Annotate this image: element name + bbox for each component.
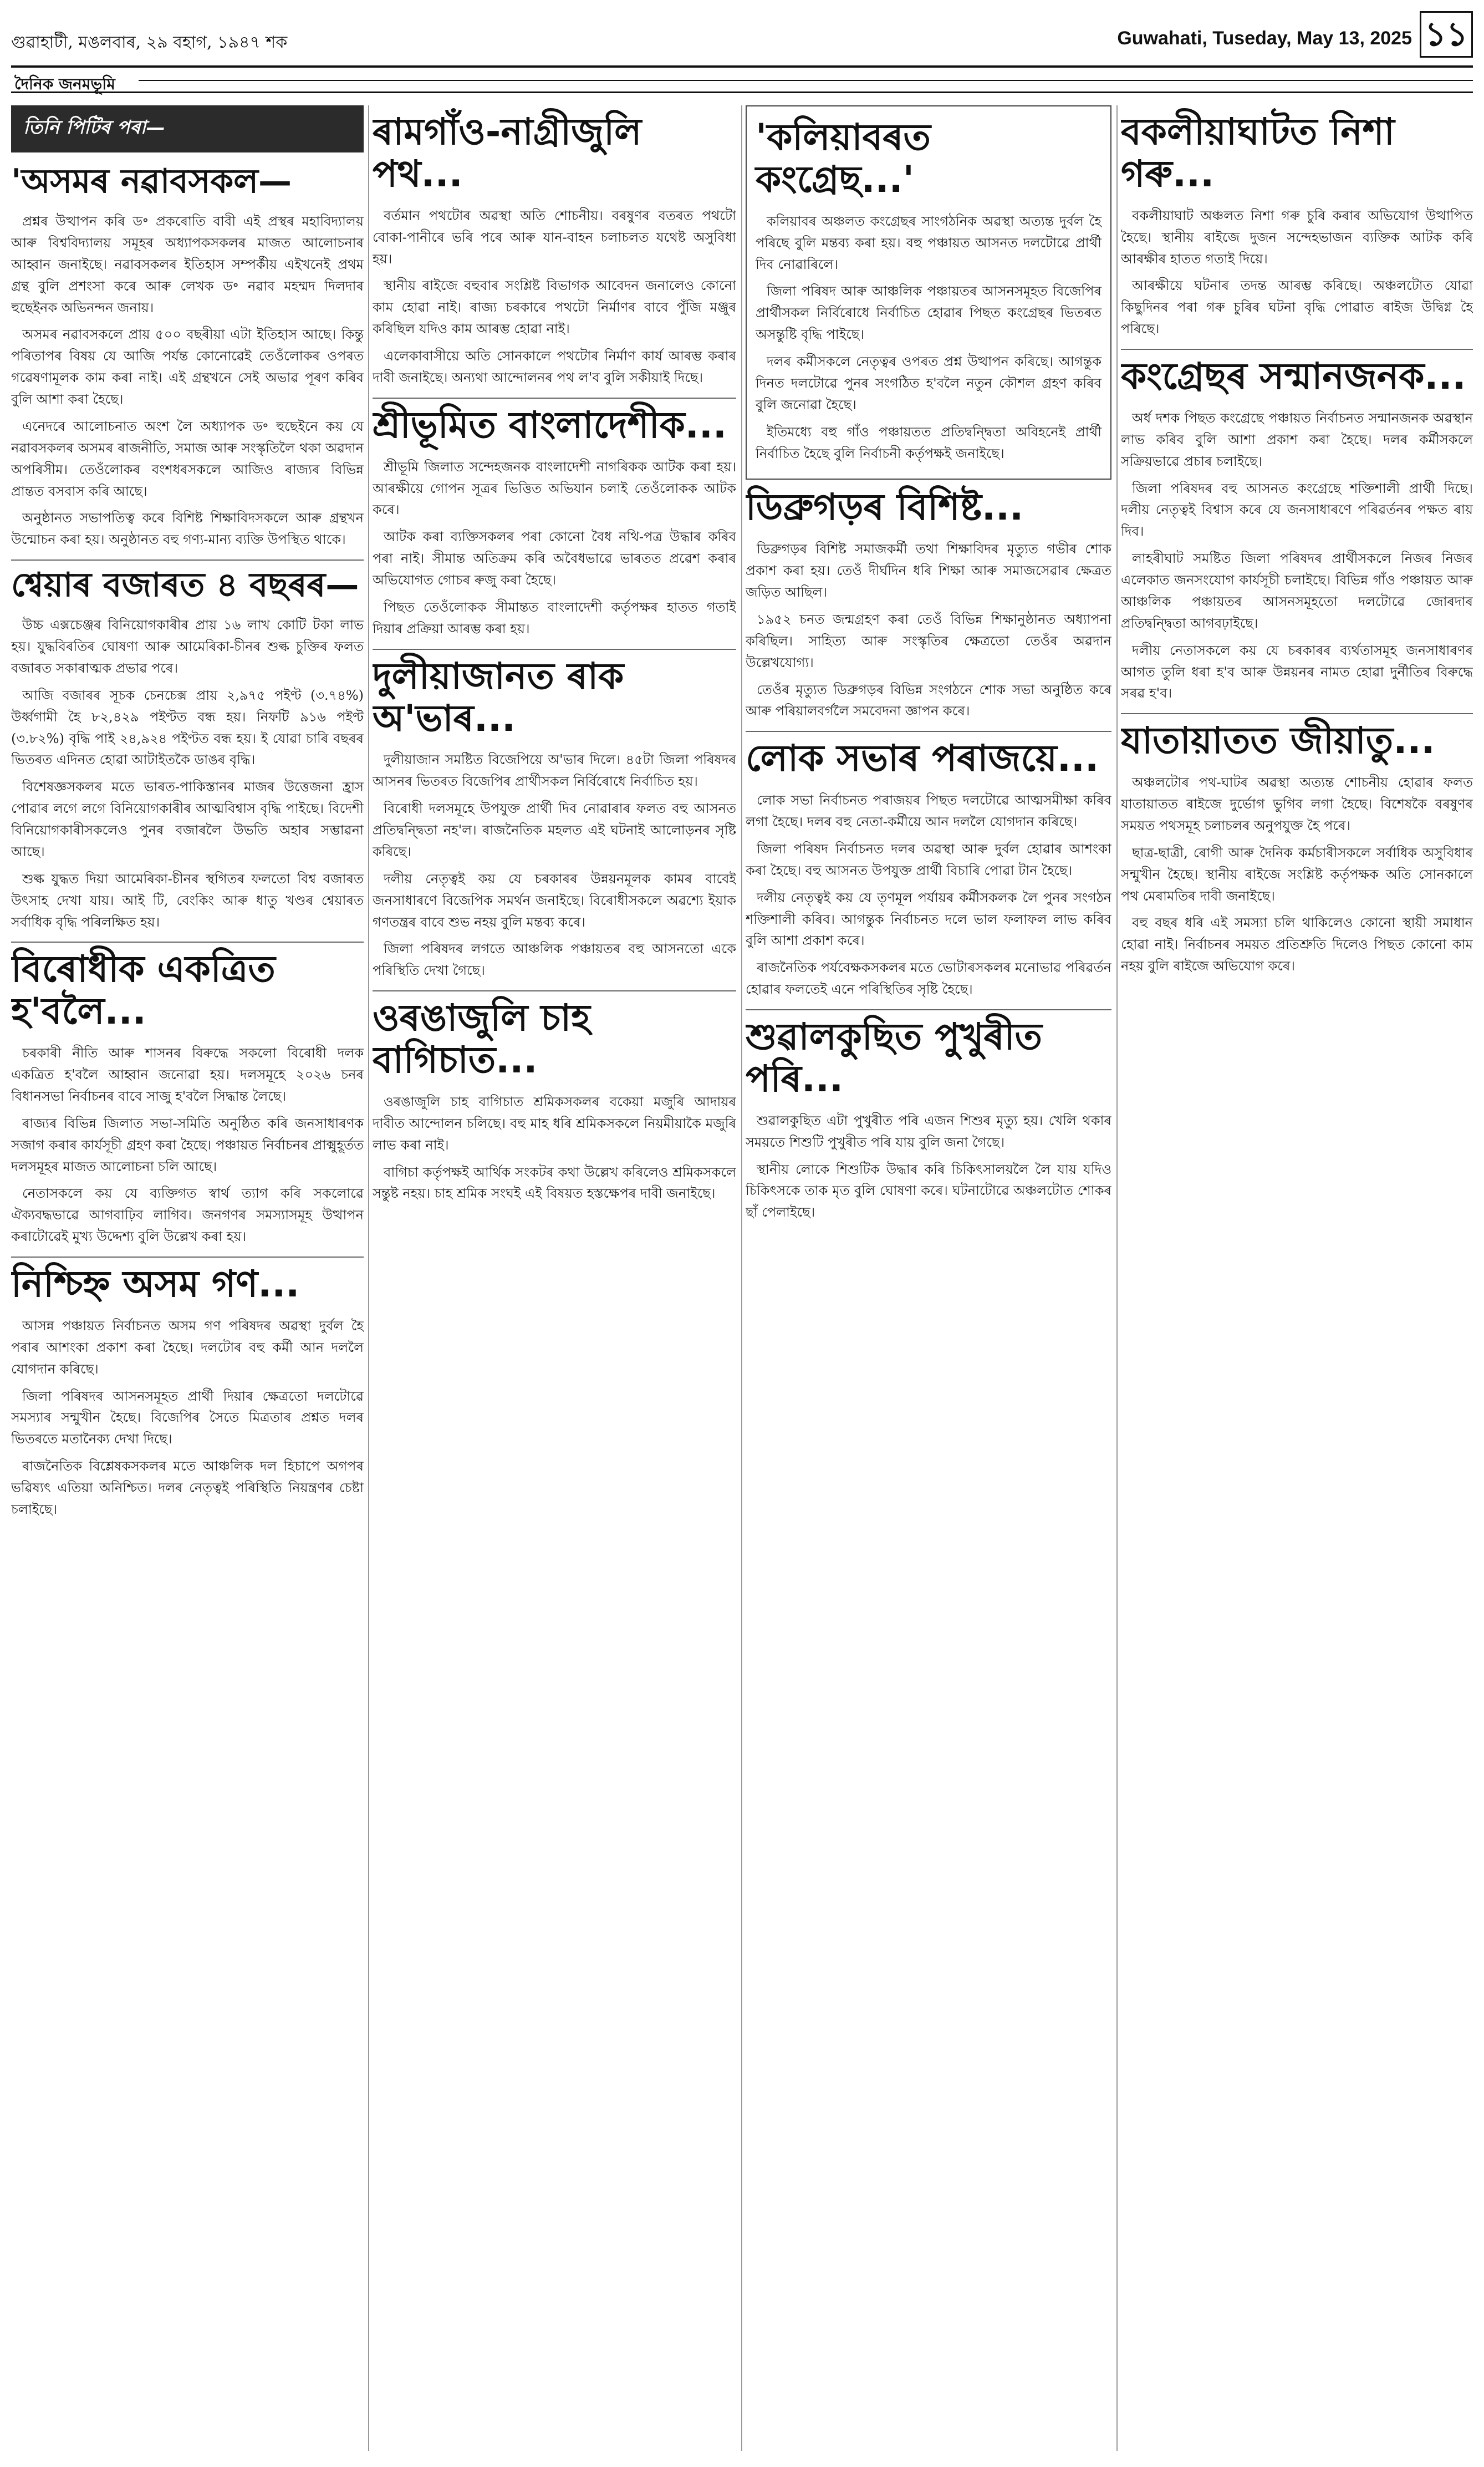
divider xyxy=(11,559,364,561)
article-body xyxy=(756,211,1101,465)
article-body xyxy=(1121,205,1473,340)
paragraph: ইতিমধ্যে বহু গাঁও পঞ্চায়তত প্ৰতিদ্বন্দ্বিতা অবিহনেই প্ৰাৰ্থী নিৰ্বাচিত হৈছে বুলি নিৰ্বাচনী কৰ্তৃপক্ষই জনাইছে। xyxy=(756,424,1101,461)
article-body xyxy=(1121,772,1473,977)
paragraph: আজি বজাৰৰ সূচক চেনচেক্স প্ৰায় ২,৯৭৫ পইণ্ট (৩.৭৪%) উৰ্ধ্বগামী হৈ ৮২,৪২৯ পইণ্টত বন্ধ হয়। নিফটি ৯১৬ পইণ্ট (৩.৮২%) বৃদ্ধি পাই ২৪,৯২৪ পইণ্টত বন্ধ হয়। ই যোৱা চাৰি বছৰৰ ভিতৰত এদিনত হোৱা আটাইতকৈ ডাঙৰ বৃদ্ধি। xyxy=(11,687,364,768)
divider xyxy=(11,1257,364,1258)
article-body xyxy=(746,1110,1111,1223)
boxed-article xyxy=(746,105,1111,480)
date-english: Guwahati, Tuseday, May 13, 2025 xyxy=(1117,28,1412,49)
paragraph: অসমৰ নৱাবসকলে প্ৰায় ৫০০ বছৰীয়া এটা ইতিহাস আছে। কিন্তু পৰিতাপৰ বিষয় যে আজি পৰ্যন্ত কোনোৱেই তেওঁলোকৰ ওপৰত গৱেষণামূলক কাম কৰা নাই। এই গ্ৰন্থখনে সেই অভাৱ পূৰণ কৰিব বুলি আশা কৰা হৈছে। xyxy=(11,327,364,407)
paragraph: অনুষ্ঠানত সভাপতিত্ব কৰে বিশিষ্ট শিক্ষাবিদসকলে আৰু গ্ৰন্থখন উন্মোচন কৰা হয়। অনুষ্ঠানত বহু গণ্য-মান্য ব্যক্তি উপস্থিত থাকে। xyxy=(11,510,364,548)
paragraph: এলেকাবাসীয়ে অতি সোনকালে পথটোৰ নিৰ্মাণ কাৰ্য আৰম্ভ কৰাৰ দাবী জনাইছে। অন্যথা আন্দোলনৰ পথ ল'ব বুলি সকীয়াই দিছে। xyxy=(373,348,736,385)
paragraph: ১৯৫২ চনত জন্মগ্ৰহণ কৰা তেওঁ বিভিন্ন শিক্ষানুষ্ঠানত অধ্যাপনা কৰিছিল। সাহিত্য আৰু সংস্কৃতিৰ ক্ষেত্ৰতো তেওঁৰ অৱদান উল্লেখযোগ্য। xyxy=(746,611,1111,670)
paragraph: বাগিচা কৰ্তৃপক্ষই আৰ্থিক সংকটৰ কথা উল্লেখ কৰিলেও শ্ৰমিকসকলে সন্তুষ্ট নহয়। চাহ শ্ৰমিক সংঘই এই বিষয়ত হস্তক্ষেপৰ দাবী জনাইছে। xyxy=(373,1164,736,1202)
divider xyxy=(373,990,736,991)
headline-cattle: বকলীয়াঘাটত নিশা গৰু... xyxy=(1121,110,1395,195)
paragraph: লাহৰীঘাট সমষ্টিত জিলা পৰিষদৰ প্ৰাৰ্থীসকলে নিজৰ নিজৰ এলেকাত জনসংযোগ কাৰ্যসূচী চলাইছে। বিভিন্ন গাঁও পঞ্চায়ত আৰু আঞ্চলিক পঞ্চায়তৰ আসনসমূহতো দলটোৱে জোৰদাৰ প্ৰতিদ্বন্দ্বিতা আগবঢ়াইছে। xyxy=(1121,551,1473,631)
article-body xyxy=(373,1091,736,1204)
headline-lok-sabha: লোক সভাৰ পৰাজয়ে... xyxy=(746,737,1099,780)
masthead-rule xyxy=(11,65,1473,93)
headline-dibrugarh: ডিব্ৰুগড়ৰ বিশিষ্ট... xyxy=(746,486,1024,529)
article-body xyxy=(11,1315,364,1520)
paragraph: দলীয় নেতৃত্বই কয় যে তৃণমূল পৰ্যায়ৰ কৰ্মীসকলক লৈ পুনৰ সংগঠন শক্তিশালী কৰিব। আগন্তুক নিৰ্বাচনত দলে ভাল ফলাফল লাভ কৰিব বুলি আশা প্ৰকাশ কৰে। xyxy=(746,889,1111,949)
headline-opposition: বিৰোধীক একত্ৰিত হ'বলৈ... xyxy=(11,948,276,1033)
article-body xyxy=(746,790,1111,1000)
continued-banner: তিনি পিটিৰ পৰা— xyxy=(11,105,364,152)
paragraph: জিলা পৰিষদৰ বহু আসনত কংগ্ৰেছে শক্তিশালী প্ৰাৰ্থী দিছে। দলীয় নেতৃত্বই বিশ্বাস কৰে যে জনসাধাৰণে পৰিৱৰ্তনৰ পক্ষত ৰায় দিব। xyxy=(1121,480,1473,540)
paragraph: জিলা পৰিষদ আৰু আঞ্চলিক পঞ্চায়তৰ আসনসমূহত বিজেপিৰ প্ৰাৰ্থীসকল নিৰ্বিৰোধে নিৰ্বাচিত হোৱাৰ পিছত কংগ্ৰেছৰ ভিতৰত অসন্তুষ্টি বৃদ্ধি পাইছে। xyxy=(756,283,1101,343)
headline-road: ৰামগাঁও-নাগ্ৰীজুলি পথ... xyxy=(373,110,642,195)
paragraph: শুল্ক যুদ্ধত দিয়া আমেৰিকা-চীনৰ স্থগিতৰ ফলতো বিশ্ব বজাৰত উৎসাহ দেখা যায়। আই টি, বেংকিং আৰু ধাতু খণ্ডৰ শ্বেয়াৰত সৰ্বাধিক বৃদ্ধি পৰিলক্ষিত হয়। xyxy=(11,871,364,930)
column-3 xyxy=(746,105,1111,2451)
headline-sribhumi: শ্ৰীভূমিত বাংলাদেশীক... xyxy=(373,403,727,446)
paragraph: আসন্ন পঞ্চায়ত নিৰ্বাচনত অসম গণ পৰিষদৰ অৱস্থা দুৰ্বল হৈ পৰাৰ আশংকা প্ৰকাশ কৰা হৈছে। দলটোৰ বহু কৰ্মী আন দললৈ যোগদান কৰিছে। xyxy=(11,1318,364,1377)
paragraph: বহু বছৰ ধৰি এই সমস্যা চলি থাকিলেও কোনো স্থায়ী সমাধান হোৱা নাই। নিৰ্বাচনৰ সময়ত প্ৰতিশ্ৰুতি দিলেও পিছত কোনো কাম নহয় বুলি ৰাইজে অভিযোগ কৰে। xyxy=(1121,915,1473,974)
paragraph: বৰ্তমান পথটোৰ অৱস্থা অতি শোচনীয়। বৰষুণৰ বতৰত পথটো বোকা-পানীৰে ভৰি পৰে আৰু যান-বাহন চলাচলত যথেষ্ট অসুবিধা হয়। xyxy=(373,207,736,267)
paragraph: আৰক্ষীয়ে ঘটনাৰ তদন্ত আৰম্ভ কৰিছে। অঞ্চলটোত যোৱা কিছুদিনৰ পৰা গৰু চুৰিৰ ঘটনা বৃদ্ধি পোৱাত ৰাইজ উদ্বিগ্ন হৈ পৰিছে। xyxy=(1121,278,1473,337)
paragraph: উচ্চ এক্সচেঞ্জৰ বিনিয়োগকাৰীৰ প্ৰায় ১৬ লাখ কোটি টকা লাভ হয়। যুদ্ধবিৰতিৰ ঘোষণা আৰু আমেৰিকা-চীনৰ শুল্ক চুক্তিৰ ফলত বজাৰত সকাৰাত্মক প্ৰভাৱ পৰে। xyxy=(11,617,364,676)
paragraph: দলীয় নেতৃত্বই কয় যে চৰকাৰৰ উন্নয়নমূলক কামৰ বাবেই জনসাধাৰণে বিজেপিক সমৰ্থন জনাইছে। বিৰোধীসকলে অৱশ্যে ইয়াক গণতন্ত্ৰৰ বাবে শুভ নহয় বুলি মন্তব্য কৰে। xyxy=(373,871,736,930)
article-body xyxy=(373,205,736,389)
paragraph: জিলা পৰিষদ নিৰ্বাচনত দলৰ অৱস্থা আৰু দুৰ্বল হোৱাৰ আশংকা কৰা হৈছে। বহু আসনত উপযুক্ত প্ৰাৰ্থী বিচাৰি পোৱা টান হৈছে। xyxy=(746,841,1111,878)
paragraph: বিশেষজ্ঞসকলৰ মতে ভাৰত-পাকিস্তানৰ মাজৰ উত্তেজনা হ্ৰাস পোৱাৰ লগে লগে বিনিয়োগকাৰীৰ আত্মবিশ্বাস বৃদ্ধি পাইছে। বিদেশী বিনিয়োগকাৰীসকলেও পুনৰ বজাৰলৈ উভতি অহাৰ সম্ভাৱনা আছে। xyxy=(11,779,364,859)
article-body xyxy=(746,538,1111,722)
article-body xyxy=(373,749,736,981)
paragraph: জিলা পৰিষদৰ আসনসমূহত প্ৰাৰ্থী দিয়াৰ ক্ষেত্ৰতো দলটোৱে সমস্যাৰ সন্মুখীন হৈছে। বিজেপিৰ সৈতে মিত্ৰতাৰ প্ৰশ্নত দলৰ ভিতৰতে মতানৈক্য দেখা দিছে। xyxy=(11,1388,364,1447)
paragraph: তেওঁৰ মৃত্যুত ডিব্ৰুগড়ৰ বিভিন্ন সংগঠনে শোক সভা অনুষ্ঠিত কৰে আৰু পৰিয়ালবৰ্গলৈ সমবেদনা জ্ঞাপন কৰে। xyxy=(746,681,1111,719)
headline-tea-garden: ওৰঙাজুলি চাহ বাগিচাত... xyxy=(373,996,590,1082)
headline-share-market: শ্বেয়াৰ বজাৰত ৪ বছৰৰ— xyxy=(11,566,359,605)
paragraph: দলীয় নেতাসকলে কয় যে চৰকাৰৰ ব্যৰ্থতাসমূহ জনসাধাৰণৰ আগত তুলি ধৰা হ'ব আৰু উন্নয়নৰ নামত হোৱা দুৰ্নীতিৰ বিৰুদ্ধে সৰৱ হ'ব। xyxy=(1121,642,1473,701)
headline-kaliabor: 'কলিয়াবৰত কংগ্ৰেছ...' xyxy=(756,116,931,201)
paragraph: পিছত তেওঁলোকক সীমান্তত বাংলাদেশী কৰ্তৃপক্ষৰ হাতত গতাই দিয়াৰ প্ৰক্ৰিয়া আৰম্ভ কৰা হয়। xyxy=(373,599,736,637)
divider xyxy=(373,398,736,399)
headline-sualkuchi: শুৱালকুছিত পুখুৰীত পৰি... xyxy=(746,1015,1043,1100)
column-divider xyxy=(368,105,369,2451)
paragraph: কলিয়াবৰ অঞ্চলত কংগ্ৰেছৰ সাংগঠনিক অৱস্থা অত্যন্ত দুৰ্বল হৈ পৰিছে বুলি মন্তব্য কৰা হয়। বহু পঞ্চায়ত আসনত দলটোৱে প্ৰাৰ্থী দিব নোৱাৰিলে। xyxy=(756,213,1101,272)
divider xyxy=(139,80,1473,81)
paragraph: দলৰ কৰ্মীসকলে নেতৃত্বৰ ওপৰত প্ৰশ্ন উত্থাপন কৰিছে। আগন্তুক দিনত দলটোৱে পুনৰ সংগঠিত হ'বলৈ নতুন কৌশল গ্ৰহণ কৰিব বুলি জনোৱা হৈছে। xyxy=(756,354,1101,413)
paragraph: চৰকাৰী নীতি আৰু শাসনৰ বিৰুদ্ধে সকলো বিৰোধী দলক একত্ৰিত হ'বলৈ আহ্বান জনোৱা হয়। দলসমূহে ২০২৬ চনৰ বিধানসভা নিৰ্বাচনৰ বাবে সাজু হ'বলৈ সিদ্ধান্ত লৈছে। xyxy=(11,1045,364,1104)
article-body xyxy=(373,456,736,640)
paragraph: ছাত্ৰ-ছাত্ৰী, ৰোগী আৰু দৈনিক কৰ্মচাৰীসকলে সৰ্বাধিক অসুবিধাৰ সন্মুখীন হৈছে। স্থানীয় ৰাইজে সংশ্লিষ্ট কৰ্তৃপক্ষক অতি সোনকালে পথ মেৰামতিৰ দাবী জনাইছে। xyxy=(1121,845,1473,904)
headline-transport: যাতায়াতত জীয়াতু... xyxy=(1121,719,1435,762)
paragraph: ৰাজ্যৰ বিভিন্ন জিলাত সভা-সমিতি অনুষ্ঠিত কৰি জনসাধাৰণক সজাগ কৰাৰ কাৰ্যসূচী গ্ৰহণ কৰা হৈছে। পঞ্চায়ত নিৰ্বাচনৰ প্ৰাক্মুহূৰ্তত দলসমূহৰ মাজত আলোচনা চলি আছে। xyxy=(11,1115,364,1174)
date-assamese: গুৱাহাটী, মঙলবাৰ, ২৯ বহাগ, ১৯৪৭ শক xyxy=(11,33,288,52)
paragraph: ৰাজনৈতিক পৰ্যবেক্ষকসকলৰ মতে ভোটাৰসকলৰ মনোভাৱ পৰিৱৰ্তন হোৱাৰ ফলতেই এনে পৰিস্থিতিৰ সৃষ্টি হৈছে। xyxy=(746,960,1111,998)
headline-nawabs: 'অসমৰ নৱাবসকল— xyxy=(11,162,292,201)
column-divider xyxy=(741,105,742,2451)
column-4 xyxy=(1121,105,1473,2451)
paragraph: শুৱালকুছিত এটা পুখুৰীত পৰি এজন শিশুৰ মৃত্যু হয়। খেলি থকাৰ সময়তে শিশুটি পুখুৰীত পৰি যায় বুলি জনা গৈছে। xyxy=(746,1112,1111,1150)
column-divider xyxy=(1116,105,1118,2451)
paragraph: অৰ্ধ দশক পিছত কংগ্ৰেছে পঞ্চায়ত নিৰ্বাচনত সন্মানজনক অৱস্থান লাভ কৰিব বুলি আশা প্ৰকাশ কৰা হৈছে। দলৰ কৰ্মীসকলে সক্ৰিয়ভাৱে প্ৰচাৰ চলাইছে। xyxy=(1121,410,1473,469)
paragraph: বকলীয়াঘাট অঞ্চলত নিশা গৰু চুৰি কৰাৰ অভিযোগ উত্থাপিত হৈছে। স্থানীয় ৰাইজে দুজন সন্দেহভাজন ব্যক্তিক আটক কৰি আৰক্ষীৰ হাতত গতাই দিয়ে। xyxy=(1121,207,1473,267)
paragraph: ৰাজনৈতিক বিশ্লেষকসকলৰ মতে আঞ্চলিক দল হিচাপে অগপৰ ভৱিষ্যৎ এতিয়া অনিশ্চিত। দলৰ নেতৃত্বই পৰিস্থিতি নিয়ন্ত্ৰণৰ চেষ্টা চলাইছে। xyxy=(11,1458,364,1517)
paragraph: শ্ৰীভূমি জিলাত সন্দেহজনক বাংলাদেশী নাগৰিকক আটক কৰা হয়। আৰক্ষীয়ে গোপন সূত্ৰৰ ভিত্তিত অভিযান চলাই তেওঁলোকক আটক কৰে। xyxy=(373,459,736,518)
divider xyxy=(746,1009,1111,1010)
paragraph: এনেদৰে আলোচনাত অংশ লৈ অধ্যাপক ড॰ হুছেইনে কয় যে নৱাবসকলৰ অসমৰ ৰাজনীতি, সমাজ আৰু সংস্কৃতিলৈ থকা অৱদান অপৰিসীম। তেওঁলোকৰ বংশধৰসকলে আজিও ৰাজ্যৰ বিভিন্ন প্ৰান্তত বসবাস কৰি আছে। xyxy=(11,418,364,499)
paragraph: নেতাসকলে কয় যে ব্যক্তিগত স্বাৰ্থ ত্যাগ কৰি সকলোৱে ঐক্যবদ্ধভাৱে আগবাঢ়িব লাগিব। জনগণৰ সমস্যাসমূহ উত্থাপন কৰাটোৱেই মুখ্য উদ্দেশ্য বুলি উল্লেখ কৰা হয়। xyxy=(11,1186,364,1245)
paragraph: দুলীয়াজান সমষ্টিত বিজেপিয়ে অ'ভাৰ দিলে। ৪৫টা জিলা পৰিষদৰ আসনৰ ভিতৰত বিজেপিৰ প্ৰাৰ্থীসকল নিৰ্বিৰোধে নিৰ্বাচিত হয়। xyxy=(373,752,736,790)
paragraph: বিৰোধী দলসমূহে উপযুক্ত প্ৰাৰ্থী দিব নোৱাৰাৰ ফলত বহু আসনত প্ৰতিদ্বন্দ্বিতা নহ'ল। ৰাজনৈতিক মহলত এই ঘটনাই আলোড়নৰ সৃষ্টি কৰিছে। xyxy=(373,801,736,859)
article-body xyxy=(11,614,364,933)
paragraph: অঞ্চলটোৰ পথ-ঘাটৰ অৱস্থা অত্যন্ত শোচনীয় হোৱাৰ ফলত যাতায়াতত ৰাইজে দুৰ্ভোগ ভুগিব লগা হৈছে। বিশেষকৈ বৰষুণৰ সময়ত পথসমূহ চলাচলৰ অনুপযুক্ত হৈ পৰে। xyxy=(1121,775,1473,833)
divider xyxy=(11,942,364,943)
column-1 xyxy=(11,105,364,2451)
paragraph: জিলা পৰিষদৰ লগতে আঞ্চলিক পঞ্চায়তৰ বহু আসনতো একে পৰিস্থিতি দেখা গৈছে। xyxy=(373,941,736,979)
article-body xyxy=(1121,408,1473,704)
headline-congress: কংগ্ৰেছৰ সন্মানজনক... xyxy=(1121,355,1466,398)
page-number: ১১ xyxy=(1420,11,1473,58)
paragraph: স্থানীয় ৰাইজে বহুবাৰ সংশ্লিষ্ট বিভাগক আবেদন জনালেও কোনো কাম হোৱা নাই। ৰাজ্য চৰকাৰে পথটো নিৰ্মাণৰ বাবে পুঁজি মঞ্জুৰ কৰিছিল যদিও কাম আৰম্ভ হোৱা নাই। xyxy=(373,278,736,337)
headline-agp: নিশ্চিহ্ন অসম গণ... xyxy=(11,1263,300,1306)
headline-duliajan: দুলীয়াজানত ৰাক অ'ভাৰ... xyxy=(373,654,624,740)
paragraph: প্ৰশ্নৰ উত্থাপন কৰি ড॰ প্ৰকৰোতি বাবী এই প্ৰস্থৰ মহাবিদ্যালয় আৰু বিশ্ববিদ্যালয় সমূহৰ অধ্যাপকসকলৰ মাজত আলোচনাৰ আহ্বান জনাইছে। নৱাবসকলৰ ইতিহাস সম্পৰ্কীয় এইখনেই প্ৰথম গ্ৰন্থ বুলি প্ৰশংসা কৰে আৰু লেখক ড॰ নৱাব মহম্মদ দিলদাৰ হুছেইনক অভিনন্দন জনায়। xyxy=(11,213,364,316)
article-body xyxy=(11,1042,364,1248)
divider xyxy=(1121,713,1473,714)
paragraph: লোক সভা নিৰ্বাচনত পৰাজয়ৰ পিছত দলটোৱে আত্মসমীক্ষা কৰিব লগা হৈছে। দলৰ বহু নেতা-কৰ্মীয়ে আন দললৈ যোগদান কৰিছে। xyxy=(746,792,1111,830)
divider xyxy=(1121,349,1473,350)
paragraph: আটক কৰা ব্যক্তিসকলৰ পৰা কোনো বৈধ নথি-পত্ৰ উদ্ধাৰ কৰিব পৰা নাই। সীমান্ত অতিক্ৰম কৰি অবৈধভাৱে ভাৰতত প্ৰৱেশ কৰাৰ অভিযোগত গোচৰ ৰুজু কৰা হৈছে। xyxy=(373,529,736,588)
paragraph: ওৰঙাজুলি চাহ বাগিচাত শ্ৰমিকসকলৰ বকেয়া মজুৰি আদায়ৰ দাবীত আন্দোলন চলিছে। বহু মাহ ধৰি শ্ৰমিকসকলে নিয়মীয়াকৈ মজুৰি লাভ কৰা নাই। xyxy=(373,1093,736,1153)
divider xyxy=(746,731,1111,732)
paragraph: স্থানীয় লোকে শিশুটিক উদ্ধাৰ কৰি চিকিৎসালয়লৈ লৈ যায় যদিও চিকিৎসকে তাক মৃত বুলি ঘোষণা কৰে। ঘটনাটোৱে অঞ্চলটোত শোকৰ ছাঁ পেলাইছে। xyxy=(746,1161,1111,1220)
divider xyxy=(373,649,736,650)
page-header xyxy=(11,11,1473,61)
column-2 xyxy=(373,105,736,2451)
article-body xyxy=(11,211,364,551)
paragraph: ডিব্ৰুগড়ৰ বিশিষ্ট সমাজকৰ্মী তথা শিক্ষাবিদৰ মৃত্যুত গভীৰ শোক প্ৰকাশ কৰা হয়। তেওঁ দীৰ্ঘদিন ধৰি শিক্ষা আৰু সমাজসেৱাৰ ক্ষেত্ৰত জড়িত আছিল। xyxy=(746,541,1111,601)
paper-name: দৈনিক জনমভূমি xyxy=(14,75,115,93)
